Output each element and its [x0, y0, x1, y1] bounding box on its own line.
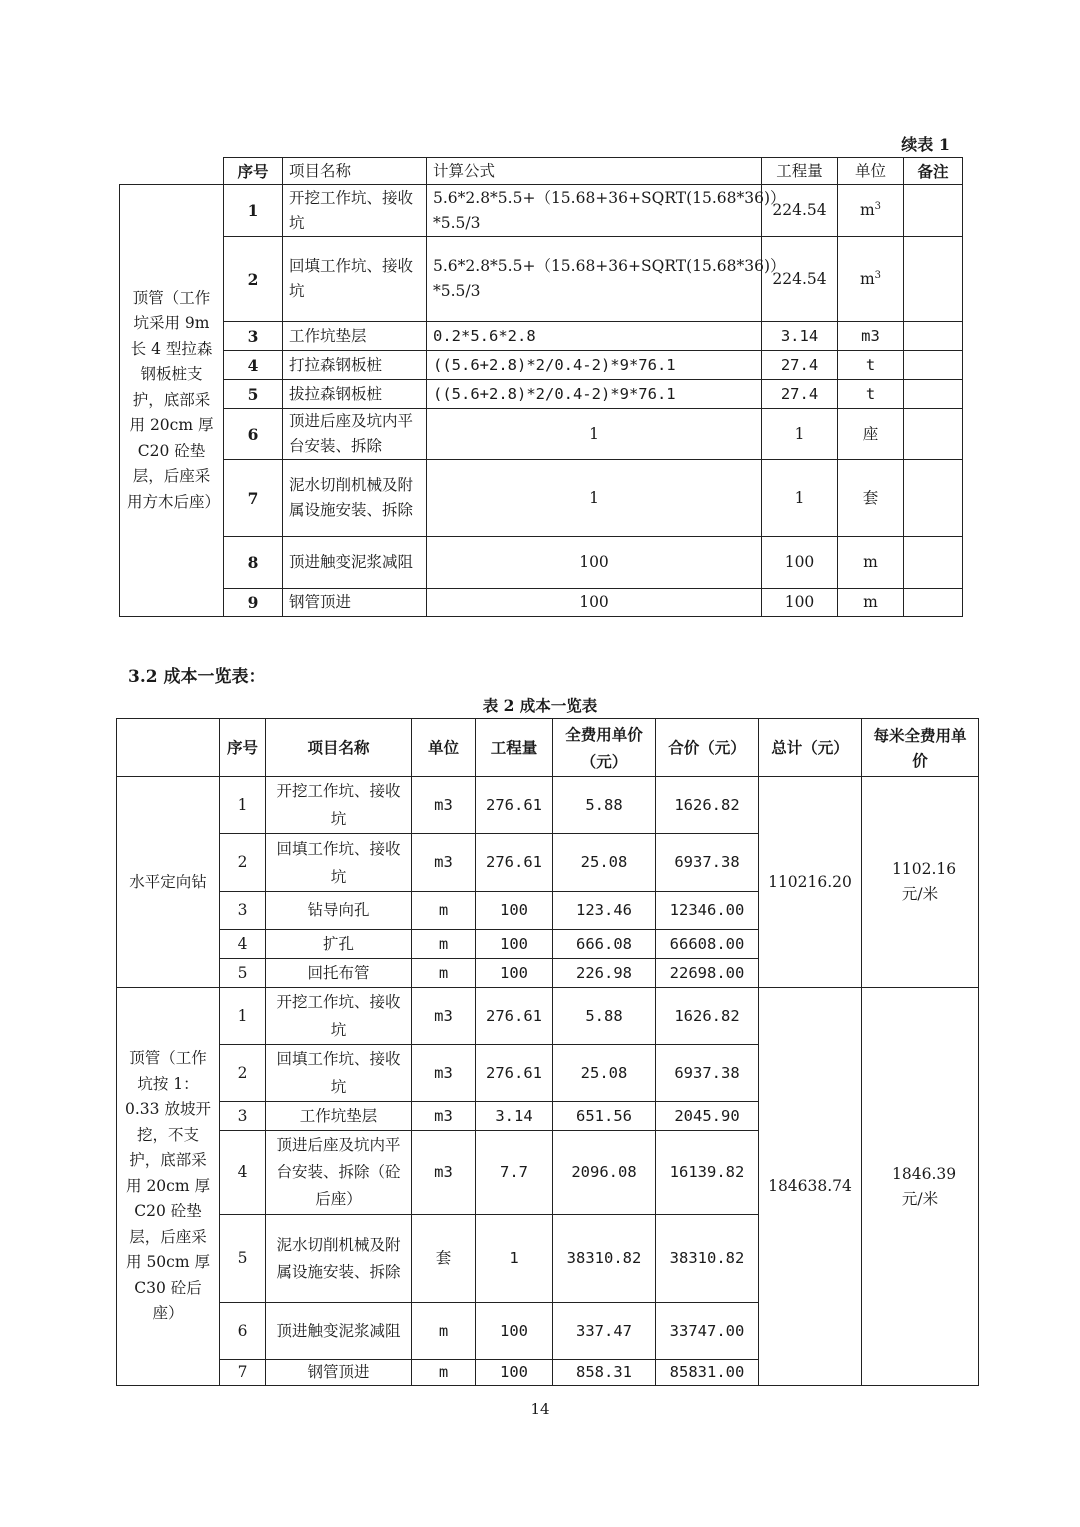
group-total: 110216.20: [759, 777, 862, 988]
row-unit: m: [412, 892, 476, 930]
table-row: [120, 409, 963, 460]
row-formula: 1: [427, 409, 762, 460]
row-note: [904, 589, 963, 617]
table-row: [117, 777, 979, 834]
row-amount: 66608.00: [656, 930, 759, 959]
row-price: 2096.08: [553, 1131, 656, 1215]
row-qty: 100: [476, 1303, 553, 1360]
row-formula: ((5.6+2.8)*2/0.4-2)*9*76.1: [427, 380, 762, 409]
row-name: 工作坑垫层: [266, 1102, 412, 1131]
row-unit: m: [838, 589, 904, 617]
row-price: 651.56: [553, 1102, 656, 1131]
cost-summary-table: [116, 718, 979, 1386]
row-no: 5: [220, 959, 266, 988]
header-unit: 单位: [412, 719, 476, 777]
row-unit: m: [838, 537, 904, 589]
row-formula: 5.6*2.8*5.5+（15.68+36+SQRT(15.68*36)）*5.5/3: [427, 185, 762, 237]
row-unit: m: [412, 959, 476, 988]
row-qty: 3.14: [762, 322, 838, 351]
row-no: 8: [224, 537, 283, 589]
header-unit: 单位: [838, 158, 904, 185]
header-formula: 计算公式: [427, 158, 762, 185]
header-total: 总计（元）: [759, 719, 862, 777]
page-number: 14: [530, 1400, 550, 1418]
row-price: 5.88: [553, 777, 656, 834]
row-unit: m3: [412, 1102, 476, 1131]
row-unit: m3: [838, 322, 904, 351]
header-name: 项目名称: [283, 158, 427, 185]
row-no: 4: [220, 930, 266, 959]
row-name: 回托布管: [266, 959, 412, 988]
row-name: 开挖工作坑、接收坑: [266, 988, 412, 1045]
row-qty: 100: [476, 930, 553, 959]
header-no: 序号: [224, 158, 283, 185]
row-qty: 100: [476, 892, 553, 930]
row-no: 7: [220, 1360, 266, 1386]
table-row: [120, 460, 963, 537]
row-no: 1: [224, 185, 283, 237]
row-unit: m3: [412, 777, 476, 834]
row-formula: 5.6*2.8*5.5+（15.68+36+SQRT(15.68*36)）*5.5/3: [427, 237, 762, 322]
row-amount: 22698.00: [656, 959, 759, 988]
row-price: 666.08: [553, 930, 656, 959]
row-name: 顶进触变泥浆减阻: [283, 537, 427, 589]
row-name: 拔拉森钢板桩: [283, 380, 427, 409]
header-qty: 工程量: [476, 719, 553, 777]
row-unit: 套: [838, 460, 904, 537]
row-unit: m: [412, 1303, 476, 1360]
row-no: 9: [224, 589, 283, 617]
row-unit: m3: [412, 834, 476, 892]
row-no: 7: [224, 460, 283, 537]
row-name: 扩孔: [266, 930, 412, 959]
row-note: [904, 322, 963, 351]
row-qty: 27.4: [762, 351, 838, 380]
row-no: 2: [220, 1045, 266, 1102]
row-name: 泥水切削机械及附属设施安装、拆除: [266, 1215, 412, 1303]
row-amount: 2045.90: [656, 1102, 759, 1131]
row-amount: 1626.82: [656, 988, 759, 1045]
row-qty: 1: [476, 1215, 553, 1303]
row-no: 6: [224, 409, 283, 460]
row-no: 3: [220, 1102, 266, 1131]
row-unit: 座: [838, 409, 904, 460]
row-no: 1: [220, 988, 266, 1045]
header-amount: 合价（元）: [656, 719, 759, 777]
header-per-meter: 每米全费用单价: [862, 719, 979, 777]
row-name: 工作坑垫层: [283, 322, 427, 351]
row-price: 25.08: [553, 1045, 656, 1102]
row-unit: t: [838, 351, 904, 380]
row-note: [904, 185, 963, 237]
row-no: 3: [220, 892, 266, 930]
row-amount: 85831.00: [656, 1360, 759, 1386]
row-name: 开挖工作坑、接收坑: [283, 185, 427, 237]
table-row: [120, 237, 963, 322]
row-note: [904, 460, 963, 537]
row-formula: ((5.6+2.8)*2/0.4-2)*9*76.1: [427, 351, 762, 380]
row-amount: 12346.00: [656, 892, 759, 930]
continued-table-label: 续表 1: [901, 135, 950, 154]
group-label: 顶管（工作坑按 1：0.33 放坡开挖，不支护，底部采用 20cm 厚 C20 砼垫层，后座采用 50cm 厚 C30 砼后座）: [117, 988, 220, 1386]
row-price: 858.31: [553, 1360, 656, 1386]
row-no: 5: [224, 380, 283, 409]
row-qty: 27.4: [762, 380, 838, 409]
row-price: 38310.82: [553, 1215, 656, 1303]
row-name: 钢管顶进: [283, 589, 427, 617]
row-formula: 100: [427, 589, 762, 617]
table-row: [120, 322, 963, 351]
row-no: 5: [220, 1215, 266, 1303]
row-name: 回填工作坑、接收坑: [283, 237, 427, 322]
group-total: 184638.74: [759, 988, 862, 1386]
row-qty: 276.61: [476, 988, 553, 1045]
row-unit: $m^3$: [838, 237, 904, 322]
row-qty: 1: [762, 409, 838, 460]
row-qty: 276.61: [476, 834, 553, 892]
row-formula: 0.2*5.6*2.8: [427, 322, 762, 351]
table-row: [120, 537, 963, 589]
row-amount: 16139.82: [656, 1131, 759, 1215]
row-unit: $m^3$: [838, 185, 904, 237]
row-price: 337.47: [553, 1303, 656, 1360]
section-heading: 3.2 成本一览表：: [128, 667, 266, 687]
row-price: 123.46: [553, 892, 656, 930]
header-note: 备注: [904, 158, 963, 185]
group-per-meter: 1846.39 元/米: [862, 988, 979, 1386]
row-name: 泥水切削机械及附属设施安装、拆除: [283, 460, 427, 537]
group-label: 水平定向钻: [117, 777, 220, 988]
row-unit: m3: [412, 1045, 476, 1102]
row-name: 回填工作坑、接收坑: [266, 834, 412, 892]
row-note: [904, 537, 963, 589]
row-unit: 套: [412, 1215, 476, 1303]
table1-header-row: [120, 158, 963, 185]
row-qty: 7.7: [476, 1131, 553, 1215]
row-formula: 1: [427, 460, 762, 537]
table-row: [120, 185, 963, 237]
row-note: [904, 409, 963, 460]
row-unit: m3: [412, 1131, 476, 1215]
row-no: 3: [224, 322, 283, 351]
row-price: 25.08: [553, 834, 656, 892]
row-no: 6: [220, 1303, 266, 1360]
row-name: 顶进后座及坑内平台安装、拆除: [283, 409, 427, 460]
table-row: [120, 351, 963, 380]
group-per-meter: 1102.16 元/米: [862, 777, 979, 988]
row-price: 226.98: [553, 959, 656, 988]
row-qty: 224.54: [762, 237, 838, 322]
row-qty: 100: [762, 537, 838, 589]
row-formula: 100: [427, 537, 762, 589]
row-no: 2: [224, 237, 283, 322]
row-qty: 1: [762, 460, 838, 537]
row-no: 4: [220, 1131, 266, 1215]
row-amount: 6937.38: [656, 1045, 759, 1102]
table-row: [120, 380, 963, 409]
row-no: 2: [220, 834, 266, 892]
row-qty: 100: [476, 1360, 553, 1386]
row-price: 5.88: [553, 988, 656, 1045]
header-qty: 工程量: [762, 158, 838, 185]
row-note: [904, 351, 963, 380]
row-unit: m3: [412, 988, 476, 1045]
row-amount: 1626.82: [656, 777, 759, 834]
row-unit: m: [412, 930, 476, 959]
row-amount: 38310.82: [656, 1215, 759, 1303]
header-unit-price: 全费用单价（元）: [553, 719, 656, 777]
row-no: 4: [224, 351, 283, 380]
table-row: [120, 589, 963, 617]
row-name: 钻导向孔: [266, 892, 412, 930]
row-name: 打拉森钢板桩: [283, 351, 427, 380]
row-qty: 100: [476, 959, 553, 988]
row-name: 钢管顶进: [266, 1360, 412, 1386]
row-unit: m: [412, 1360, 476, 1386]
row-amount: 6937.38: [656, 834, 759, 892]
row-qty: 224.54: [762, 185, 838, 237]
row-no: 1: [220, 777, 266, 834]
row-note: [904, 380, 963, 409]
row-name: 顶进触变泥浆减阻: [266, 1303, 412, 1360]
row-note: [904, 237, 963, 322]
header-name: 项目名称: [266, 719, 412, 777]
row-unit: t: [838, 380, 904, 409]
row-qty: 276.61: [476, 1045, 553, 1102]
continued-quantity-table: [119, 157, 963, 617]
row-name: 顶进后座及坑内平台安装、拆除（砼后座）: [266, 1131, 412, 1215]
row-name: 回填工作坑、接收坑: [266, 1045, 412, 1102]
header-no: 序号: [220, 719, 266, 777]
row-qty: 3.14: [476, 1102, 553, 1131]
group-label: 顶管（工作坑采用 9m 长 4 型拉森钢板桩支护，底部采用 20cm 厚 C20 砼垫层，后座采用方木后座）: [120, 185, 224, 617]
row-amount: 33747.00: [656, 1303, 759, 1360]
table2-header-row: [117, 719, 979, 777]
table2-caption: 表 2 成本一览表: [482, 696, 598, 715]
row-qty: 276.61: [476, 777, 553, 834]
row-name: 开挖工作坑、接收坑: [266, 777, 412, 834]
table-row: [117, 988, 979, 1045]
row-qty: 100: [762, 589, 838, 617]
